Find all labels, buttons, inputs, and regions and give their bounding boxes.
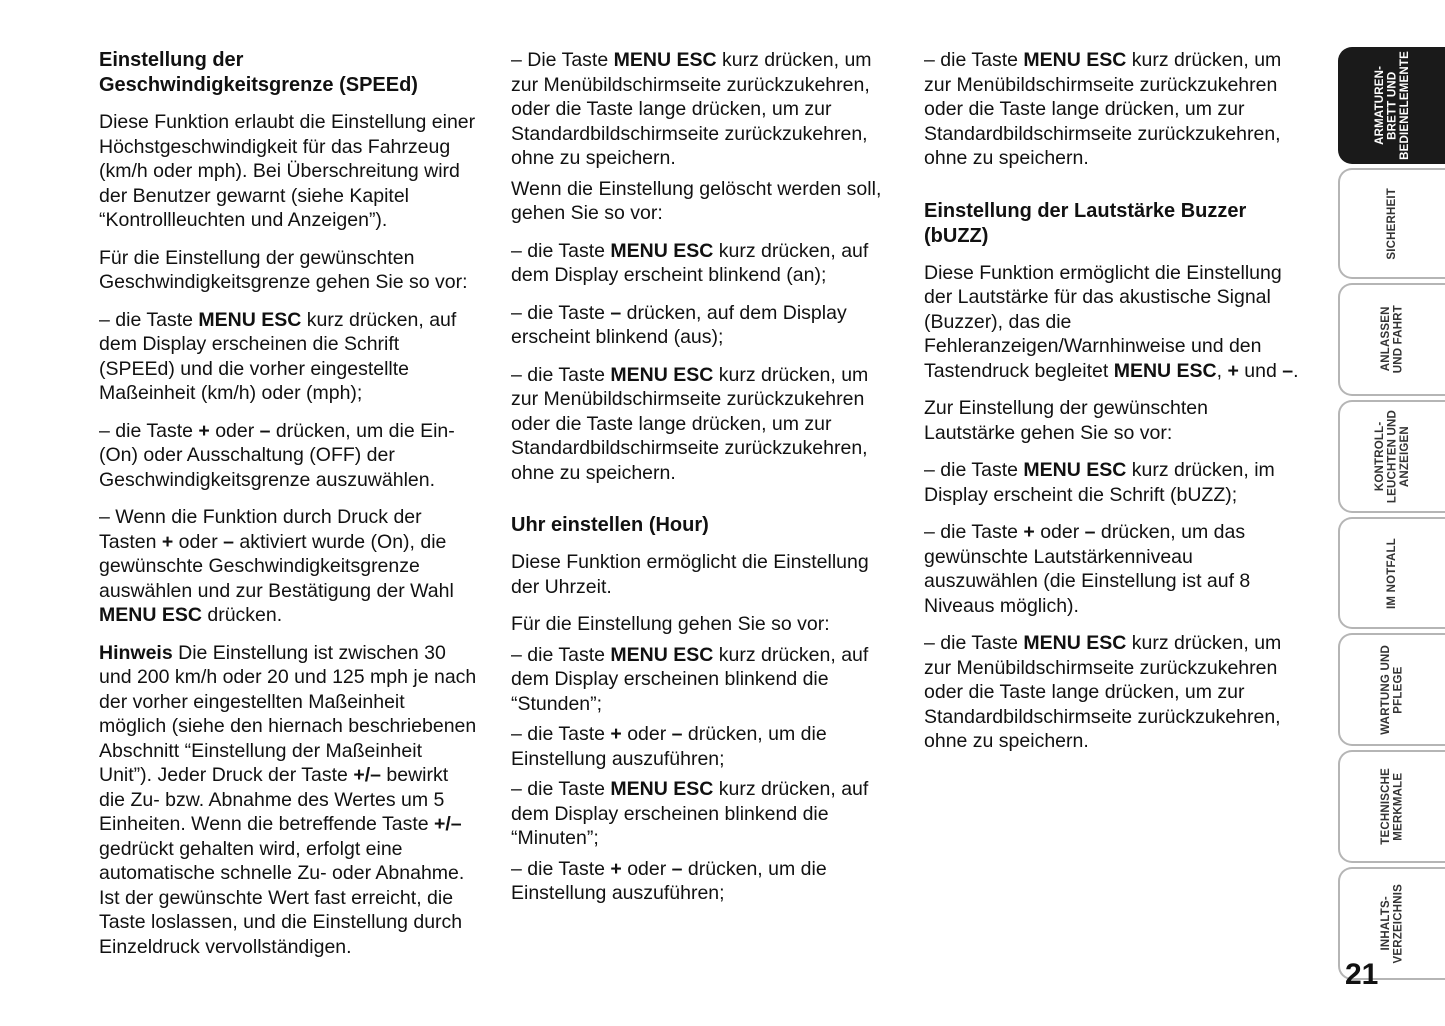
paragraph: Für die Einstellung gehen Sie so vor: [511,613,830,635]
step: – die Taste – drücken, auf dem Display erscheint blinkend (aus); [511,301,847,348]
heading-hour: Uhr einstellen (Hour) [511,514,709,536]
page-number: 21 [1345,958,1379,991]
column-1 [99,48,477,972]
step: – Die Taste MENU ESC kurz drücken, um zur Menübildschirmseite zurückzukehren, oder die Taste lange drücken, um zur Standardbildschirmseite zurückzukehren, ohne zu speichern. [511,49,872,169]
step: – die Taste + oder – drücken, um die Einstellung auszuführen; [511,723,827,770]
tab-inhaltsverzeichnis[interactable]: INHALTS- VERZEICHNIS [1338,867,1445,980]
heading-buzzer: Einstellung der Lautstärke Buzzer (bUZZ) [924,199,1247,247]
tab-anlassen-und-fahrt[interactable]: ANLASSEN UND FAHRT [1338,283,1445,396]
column-2 [511,48,889,912]
step: – die Taste MENU ESC kurz drücken, um zur Menübildschirmseite zurückzukehren oder die Taste lange drücken, um zur Standardbildschirmseite zurückzukehren, ohne zu speichern. [924,632,1282,752]
tab-wartung-und-pflege[interactable]: WARTUNG UND PFLEGE [1338,633,1445,746]
step: – Wenn die Funktion durch Druck der Tasten + oder – aktiviert wurde (On), die gewünschte Geschwindigkeitsgrenze auswählen und zur Bestätigung der Wahl MENU ESC drücken. [99,506,454,626]
step: – die Taste MENU ESC kurz drücken, um zur Menübildschirmseite zurückzukehren oder die Taste lange drücken, um zur Standardbildschirmseite zurückzukehren, ohne zu speichern. [924,49,1282,169]
tab-technische-merkmale[interactable]: TECHNISCHE MERKMALE [1338,750,1445,863]
step: – die Taste MENU ESC kurz drücken, um zur Menübildschirmseite zurückzukehren oder die Taste lange drücken, um zur Standardbildschirmseite zurückzukehren, ohne zu speichern. [511,363,869,484]
paragraph: Für die Einstellung der gewünschten Geschwindigkeitsgrenze gehen Sie so vor: [99,246,468,293]
tab-sicherheit[interactable]: SICHERHEIT [1338,168,1445,279]
tab-im-notfall[interactable]: IM NOTFALL [1338,517,1445,629]
step: – die Taste MENU ESC kurz drücken, auf dem Display erscheinen blinkend die “Minuten”; [511,778,869,849]
paragraph: Diese Funktion ermöglicht die Einstellung der Uhrzeit. [511,551,869,598]
paragraph: Diese Funktion ermöglicht die Einstellung der Lautstärke für das akustische Signal (Buzzer), das die Fehleranzeigen/Warnhinweise und den Tastendruck begleitet MENU ESC, + und –. [924,261,1299,382]
paragraph: Wenn die Einstellung gelöscht werden soll, gehen Sie so vor: [511,177,882,224]
step: – die Taste MENU ESC kurz drücken, auf dem Display erscheinen blinkend die “Stunden”; [511,643,869,715]
step: – die Taste MENU ESC kurz drücken, auf dem Display erscheint blinkend (an); [511,239,869,286]
column-3 [924,48,1302,767]
step: – die Taste + oder – drücken, um das gewünschte Lautstärkenniveau auszuwählen (die Einstellung ist auf 8 Niveaus möglich). [924,521,1251,617]
heading-speed-limit: Einstellung der Geschwindigkeitsgrenze (SPEEd) [99,49,418,96]
paragraph: Zur Einstellung der gewünschten Lautstärke gehen Sie so vor: [924,397,1208,444]
tab-armaturenbrett[interactable]: ARMATUREN- BRETT UND BEDIENELEMENTE [1338,47,1445,164]
step: – die Taste + oder – drücken, um die Einstellung auszuführen; [511,857,827,904]
note: Hinweis Die Einstellung ist zwischen 30 und 200 km/h oder 20 und 125 mph je nach der vorher eingestellten Maßeinheit möglich (siehe den hiernach beschriebenen Abschnitt “Einstellung der Maßeinheit Unit”). Jeder Druck der Taste +/– bewirkt die Zu- bzw. Abnahme des Wertes um 5 Einheiten. Wenn die betreffende Taste +/– gedrückt gehalten wird, erfolgt eine automatische schnelle Zu- oder Abnahme. Ist der gewünschte Wert fast erreicht, die Taste loslassen, und die Einstellung durch Einzeldruck vervollständigen. [99,641,477,958]
paragraph: Diese Funktion erlaubt die Einstellung einer Höchstgeschwindigkeit für das Fahrzeug (km/h oder mph). Bei Überschreitung wird der Benutzer gewarnt (siehe Kapitel “Kontrollleuchten und Anzeigen”). [99,111,476,231]
step: – die Taste MENU ESC kurz drücken, auf dem Display erscheinen die Schrift (SPEEd) und die vorher eingestellte Maßeinheit (km/h) oder (mph); [99,308,457,404]
step: – die Taste MENU ESC kurz drücken, im Display erscheint die Schrift (bUZZ); [924,459,1275,506]
tab-kontrollleuchten[interactable]: KONTROLL- LEUCHTEN UND ANZEIGEN [1338,400,1445,513]
step: – die Taste + oder – drücken, um die Ein- (On) oder Ausschaltung (OFF) der Geschwindigkeitsgrenze auszuwählen. [99,419,455,491]
